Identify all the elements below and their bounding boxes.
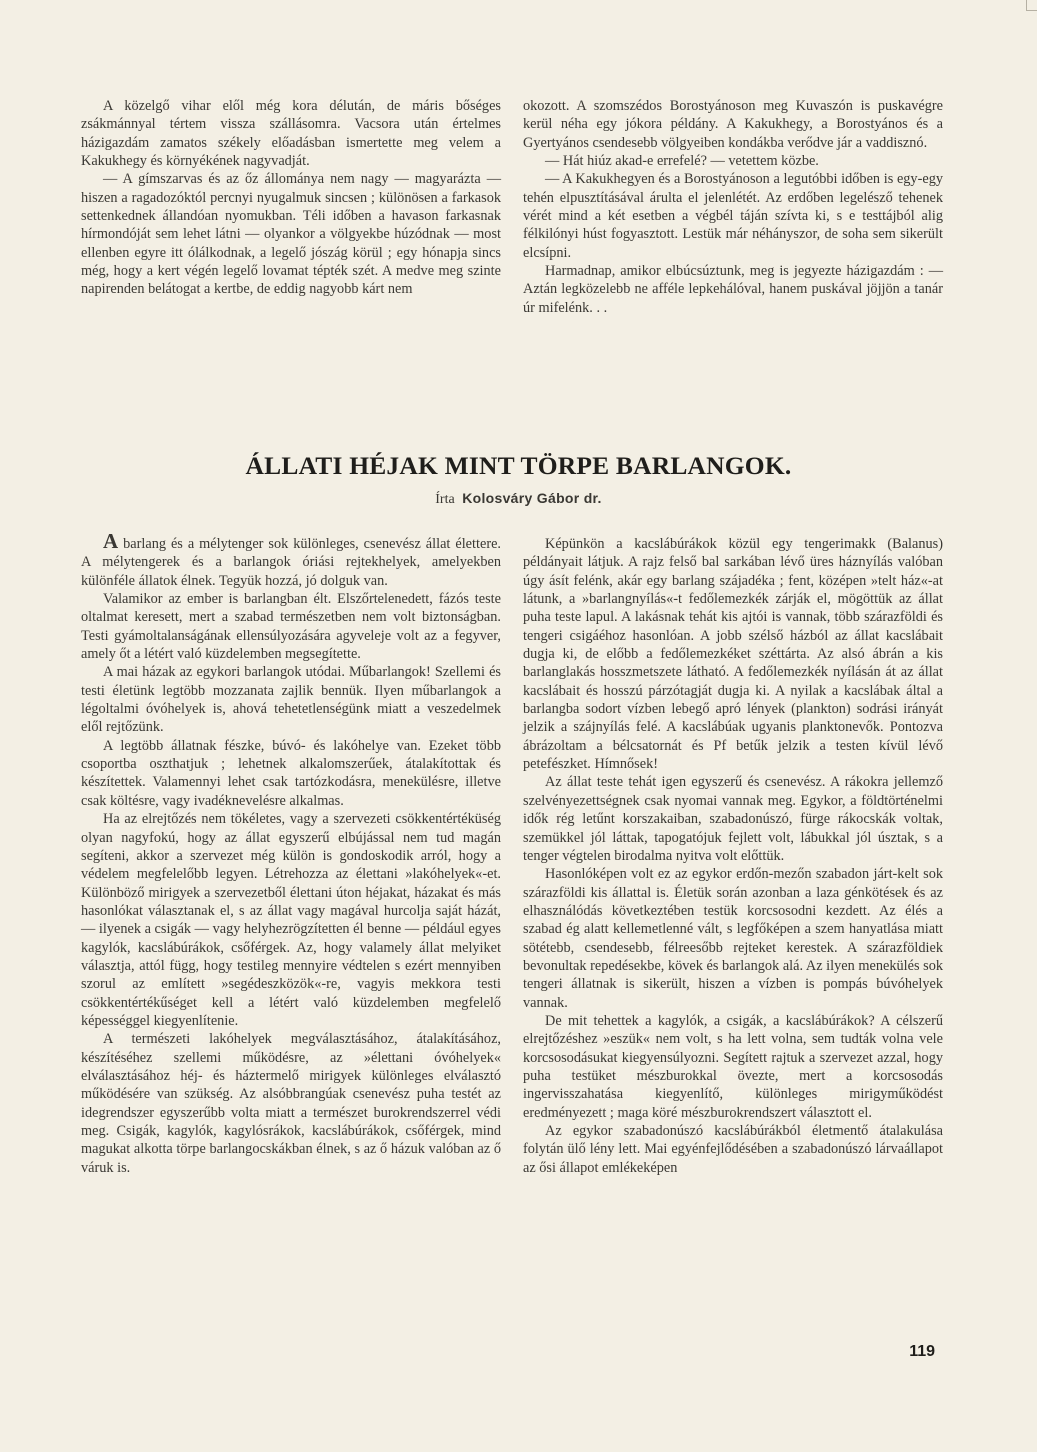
paragraph: — A gímszarvas és az őz állománya nem nagy — magyarázta — hiszen a ragadozóktól percnyi nyugalmuk sincsen ; különösen a farkasok settenkednek állandóan nyomukban. Téli időben a havason farkasnak hírmondóját sem lehet látni — olyankor a völgyekbe húzódnak — most ellenben egyre itt ólálkodnak, a legelő jószág körül ; egy hónapja sincs még, hogy a kert végén legelő lovamat tépték szét. A medve meg szinte napirenden belátogat a kertbe, de eddig nagyobb kárt nem xyxy=(81,171,501,298)
byline-prefix: Írta xyxy=(435,492,455,507)
paragraph: A legtöbb állatnak fészke, búvó- és lakóhelye van. Ezeket több csoportba oszthatjuk ; lehetnek alkalomszerűek, átalakítottak és készítettek. Valamennyi lehet csak tartózkodásra, menekülésre, illetve csak költésre, vagy ivadéknevelésre alkalmas. xyxy=(81,737,501,809)
paragraph: Valamikor az ember is barlangban élt. Elszőrtelenedett, fázós teste oltalmat keresett, mert a szabad természetben nem volt biztonságban. Testi gyámoltalanságának ellensúlyozására agyveleje volt az a fegyver, amely őt a létért való küzdelemben megsegítette. xyxy=(81,591,501,663)
first-paragraph xyxy=(81,529,501,590)
article-byline xyxy=(0,490,1037,508)
paragraph: Az egykor szabadonúszó kacslábúrákból életmentő átalakulása folytán ülő lény lett. Mai egyénfejlődésében a szabadonúszó lárvaállapot az ősi állapot emlékeképen xyxy=(523,1123,943,1176)
top-right-column xyxy=(523,97,943,317)
paragraph: A mai házak az egykori barlangok utódai. Műbarlangok! Szellemi és testi életünk legtöbb mozzanata zajlik bennük. Ilyen műbarlangok a légoltalmi óvóhelyek is, ahová tehetetlenségünk miatt a veszedelmek elől rejtőzünk. xyxy=(81,664,501,736)
first-paragraph-text: barlang és a mélytenger sok különleges, csenevész állat élettere. A mélytengerek és a barlangok óriási rejtekhelyek, amelyekben különféle állatok élnek. Tegyük hozzá, jó dolguk van. xyxy=(81,536,501,589)
top-left-column xyxy=(81,97,501,299)
page-number: 119 xyxy=(909,1343,935,1360)
paragraph: — A Kakukhegyen és a Borostyánoson a legutóbbi időben is egy-egy tehén elpusztításával árulta el jelenlétét. Az erdőben legelésző tehenek vérét mind a két esetben a végbél táján szívta ki, s e testtájból alig félkilónyi húst fogyasztott. Lestük már néhányszor, de soha sem sikerült elcsípni. xyxy=(523,171,943,261)
paragraph: Ha az elrejtőzés nem tökéletes, vagy a szervezeti csökkentértéküség olyan nagyfokú, hogy az állat egyszerű elbújással nem tud magán segíteni, akkor a szervezet még külön is gondoskodik arról, hogy a védelem megfelelőbb legyen. Létrehozza az élettani »lakóhelyek«-et. Különböző mirigyek a szervezetből élettani úton héjakat, házakat és más hasonlókat választanak el, s az állat vagy magával hurcolja saját házát, — ilyenek a csigák — vagy helyhezrögzítetten él benne — például egyes kagylók, kacslábúrákok, csőférgek. Az, hogy valamely állat melyiket választja, attól függ, hogy testileg mennyire védtelen s ezért mennyiben szorul az említett »segédeszközök«-re, vagyis mekkora testi csökkentértékűséget kell a létért való küzdelemben megfelelő képességgel kiegyenlítenie. xyxy=(81,811,501,1029)
paragraph: Harmadnap, amikor elbúcsúztunk, meg is jegyezte házigazdám : — Aztán legközelebb ne afféle lepkehálóval, hanem puskával jöjjön a tanár úr mifelénk. . . xyxy=(523,263,943,316)
paragraph: A közelgő vihar elől még kora délután, de máris bőséges zsákmánnyal tértem vissza szállásomra. Vacsora után értelmes házigazdám zamatos székely előadásban ismertette meg velem a Kakukhegy és környékének nagyvadját. xyxy=(81,98,501,170)
paragraph: — Hát hiúz akad-e errefelé? — vetettem közbe. xyxy=(545,153,819,170)
article-left-column xyxy=(81,529,501,1177)
paragraph: De mit tehettek a kagylók, a csigák, a kacslábúrákok? A célszerű elrejtőzéshez »eszük« nem volt, s ha lett volna, sem tudták volna vele korcsosodásukat kiegyensúlyozni. Segített rajtuk a szervezet azzal, hogy puha testüket mészburokkal övezte, mert a korcsosodás ingervisszahatása kiegyenlítő, különleges mirigyműködést eredményezett ; maga köré mészburokrendszert választott el. xyxy=(523,1012,943,1121)
paragraph: A természeti lakóhelyek megválasztásához, átalakításához, készítéséhez szellemi működésre, az »élettani óvóhelyek« elválasztásához héj- és háztermelő mirigyek különleges elválasztó működésére van szükség. Az alsóbbrangúak csenevész puha testét az idegrendszer egyszerűbb volta miatt a természet burokrendszerrel védi meg. Csigák, kagylók, kagylósrákok, kacslábúrákok, csőférgek, mind magukat alkotta törpe barlangocskákban élnek, s az ő házuk valóban az ő váruk is. xyxy=(81,1031,501,1176)
drop-cap: A xyxy=(103,529,119,553)
paragraph: Képünkön a kacslábúrákok közül egy tengerimakk (Balanus) példányait látjuk. A rajz felső bal sarkában lévő üres háznyílás valóban úgy ásít felénk, akár egy barlang szájadéka ; fent, középen »telt ház«-at látunk, a »barlangnyílás«-t fedőlemezkék zárják el, mögöttük az állat puha teste lapul. A lakásnak tehát kis ajtói is vannak, több szárazföldi és tengeri csigáéhoz hasonlóan. A jobb szélső házból az állat kacslábait dugja ki, de előbb a fedőlemezkéket széttárta. Az alsó ábrán a kis barlanglakás hosszmetszete látható. A fedőlemezkék nyílásán át az állat kacslábait és hosszú párzótagját dugja ki. A nyilak a kacslábak által a barlangba sodort vízben lebegő apró lények (plankton) sodrási irányát jelzik a szájnyílás felé. A kacslábúak ugyanis planktonevők. Pontozva ábrázoltam a bélcsatornát és Pf betűk jelzik a testen kívül lévő petefészket. Hímnősek! xyxy=(523,536,943,773)
article-title: ÁLLATI HÉJAK MINT TÖRPE BARLANGOK. xyxy=(245,451,792,480)
page-corner-mark xyxy=(1026,0,1037,11)
paragraph: okozott. A szomszédos Borostyánoson meg Kuvaszón is puskavégre kerül néha egy jókora példány. A Kakukhegy, a Borostyános és a Gyertyános csendesebb völgyeiben kondákba verődve jár a vaddisznó. xyxy=(523,98,943,151)
paragraph: Az állat teste tehát igen egyszerű és csenevész. A rákokra jellemző szelvényezettségnek csak nyomai vannak meg. Egykor, a földtörténelmi idők rég letűnt korszakaiban, szabadonúszó, fürge rákocskák voltak, szemükkel jól láttak, tapogatójuk fejlett volt, lábukkal jól úsztak, s a tenger végtelen birodalma nyitva volt előttük. xyxy=(523,774,943,864)
author-name: Kolosváry Gábor dr. xyxy=(462,490,602,506)
article-right-column xyxy=(523,535,943,1177)
paragraph: Hasonlóképen volt ez az egykor erdőn-mezőn szabadon járt-kelt sok szárazföldi kis állattal is. Életük során azonban a laza génkötések és az elhasználódás következtében testük korcsosodni kezdett. Az élés a szabad ég alatt kellemetlenné vált, s legfőképen a szem hanyatlása miatt sötétebb, csendesebb, félreesőbb rejteket kerestek. A szárazföldiek bevonultak repedésekbe, kövek és barlangok alá. Az ilyen menekülés sok tengeri állatnak is sikerült, hiszen a vízben is pompás búvóhelyek vannak. xyxy=(523,866,943,1011)
